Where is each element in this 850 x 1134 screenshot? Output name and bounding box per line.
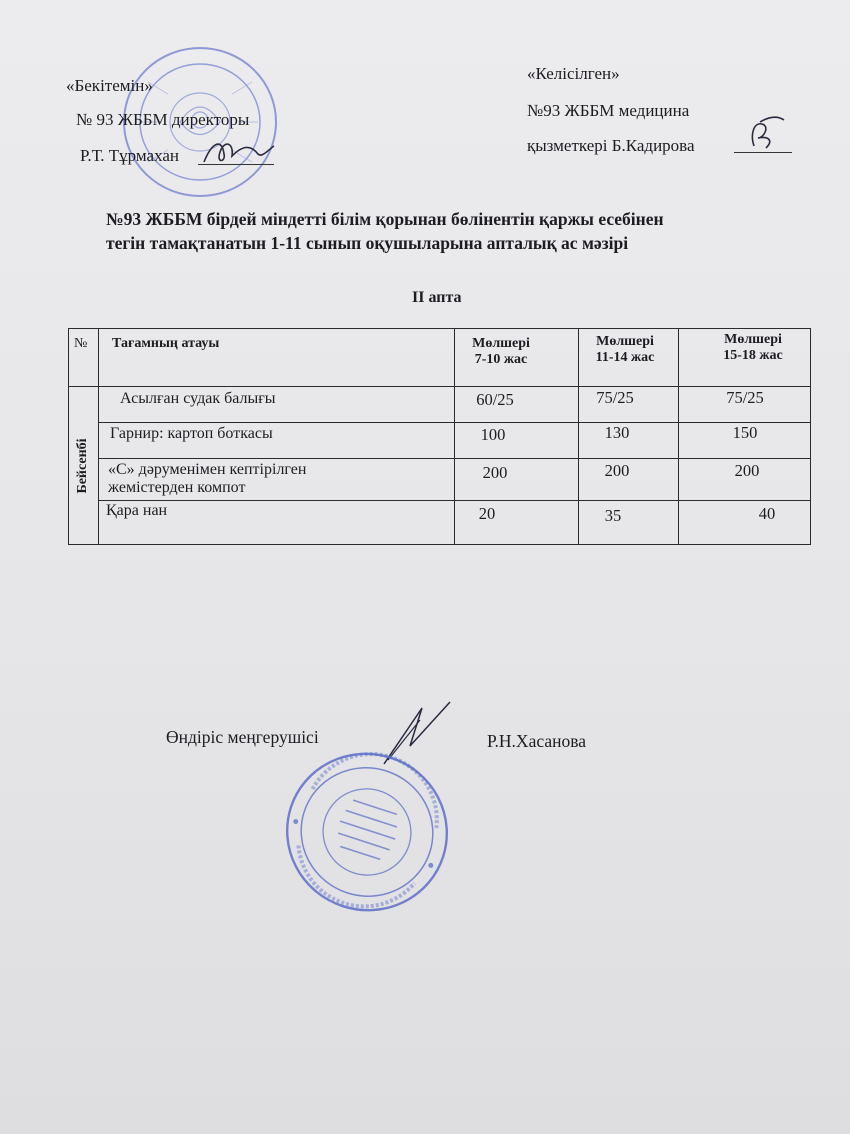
row-3-portion-7-10: 200 [482, 463, 508, 482]
row-4-portion-7-10: 20 [478, 504, 496, 523]
director-signature [198, 132, 278, 170]
approval-right-name: қызметкері Б.Кадирова [527, 136, 695, 155]
row-1-portion-7-10: 60/25 [476, 390, 514, 409]
footer-name: Р.Н.Хасанова [487, 731, 587, 751]
row-1-dish: Асылған судак балығы [120, 390, 276, 407]
footer-position: Өндіріс меңгерушісі [166, 727, 319, 747]
header-portion-11-14: Мөлшері 11-14 жас [595, 334, 655, 365]
approval-right-heading: «Келісілген» [527, 64, 620, 83]
medic-signature [740, 114, 790, 154]
approval-right-position: №93 ЖББМ медицина [527, 101, 690, 120]
row-4-portion-15-18: 40 [758, 504, 776, 523]
row-1-portion-11-14: 75/25 [596, 388, 634, 407]
header-dish-name: Тағамның атауы [112, 336, 220, 351]
approval-left-position: № 93 ЖББМ директоры [76, 110, 250, 129]
row-4-dish: Қара нан [106, 502, 168, 519]
header-portion-15-18: Мөлшері 15-18 жас [723, 332, 783, 363]
row-2-portion-7-10: 100 [480, 425, 506, 444]
header-number: № [74, 336, 88, 351]
entrepreneur-seal-stamp [282, 748, 452, 916]
week-label: II апта [412, 289, 462, 306]
document-title-line2: тегін тамақтанатын 1-11 сынып оқушыларына апталық ас мәзірі [106, 233, 629, 253]
row-2-portion-15-18: 150 [732, 423, 758, 442]
row-2-portion-11-14: 130 [604, 423, 630, 442]
approval-left-heading: «Бекітемін» [66, 76, 153, 95]
document-title-line1: №93 ЖББМ бірдей міндетті білім қорынан бөлінентін қаржы есебінен [106, 209, 664, 229]
row-2-dish: Гарнир: картоп боткасы [110, 425, 273, 442]
header-portion-7-10: Мөлшері 7-10 жас [472, 336, 530, 367]
day-label: Бейсенбі [75, 437, 90, 494]
row-3-dish: «С» дәруменімен кептірілген жемістерден компот [108, 461, 307, 496]
row-4-portion-11-14: 35 [604, 506, 622, 525]
row-3-portion-11-14: 200 [604, 461, 630, 480]
approval-left-name: Р.Т. Тұрмахан [80, 146, 179, 165]
row-1-portion-15-18: 75/25 [726, 388, 764, 407]
row-3-portion-15-18: 200 [734, 461, 760, 480]
